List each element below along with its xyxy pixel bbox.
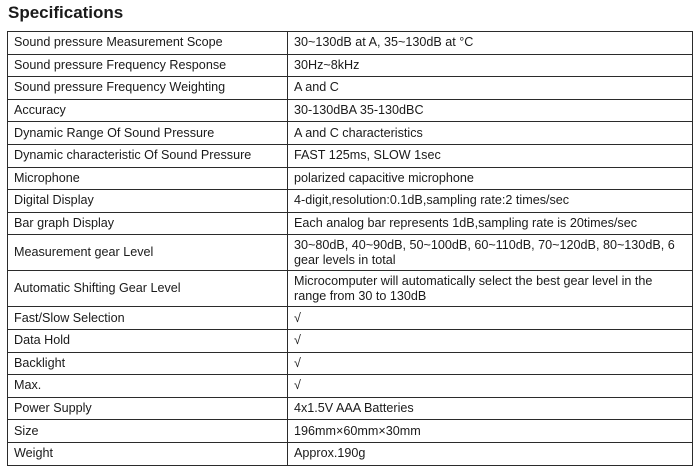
spec-value: FAST 125ms, SLOW 1sec: [288, 144, 693, 167]
page-title: Specifications: [8, 3, 124, 22]
spec-label: Sound pressure Measurement Scope: [8, 32, 288, 55]
table-row: [8, 32, 693, 55]
table-row: [8, 99, 693, 122]
spec-value: √: [288, 329, 693, 352]
spec-label: Digital Display: [8, 190, 288, 213]
spec-label: Power Supply: [8, 397, 288, 420]
spec-value: 30-130dBA 35-130dBC: [288, 99, 693, 122]
spec-label: Bar graph Display: [8, 212, 288, 235]
table-row: [8, 397, 693, 420]
table-row: [8, 212, 693, 235]
spec-label: Automatic Shifting Gear Level: [8, 271, 288, 307]
spec-label: Weight: [8, 442, 288, 465]
table-row: [8, 271, 693, 307]
spec-label: Sound pressure Frequency Weighting: [8, 77, 288, 100]
spec-value: Approx.190g: [288, 442, 693, 465]
spec-label: Backlight: [8, 352, 288, 375]
spec-label: Size: [8, 420, 288, 443]
spec-label: Sound pressure Frequency Response: [8, 54, 288, 77]
table-row: [8, 329, 693, 352]
spec-label: Dynamic characteristic Of Sound Pressure: [8, 144, 288, 167]
spec-value: A and C: [288, 77, 693, 100]
table-row: [8, 144, 693, 167]
specifications-table: [7, 31, 693, 466]
table-row: [8, 167, 693, 190]
spec-value: 30Hz~8kHz: [288, 54, 693, 77]
spec-label: Data Hold: [8, 329, 288, 352]
table-row: [8, 122, 693, 145]
spec-value: Each analog bar represents 1dB,sampling rate is 20times/sec: [288, 212, 693, 235]
table-row: [8, 190, 693, 213]
spec-value: 196mm×60mm×30mm: [288, 420, 693, 443]
table-row: [8, 235, 693, 271]
spec-value: √: [288, 352, 693, 375]
spec-value: 30~80dB, 40~90dB, 50~100dB, 60~110dB, 70~120dB, 80~130dB, 6 gear levels in total: [288, 235, 693, 271]
spec-value: 4-digit,resolution:0.1dB,sampling rate:2 times/sec: [288, 190, 693, 213]
table-row: [8, 375, 693, 398]
table-row: [8, 54, 693, 77]
spec-label: Fast/Slow Selection: [8, 307, 288, 330]
spec-label: Max.: [8, 375, 288, 398]
spec-value: A and C characteristics: [288, 122, 693, 145]
spec-value: 30~130dB at A, 35~130dB at °C: [288, 32, 693, 55]
spec-value: polarized capacitive microphone: [288, 167, 693, 190]
spec-value: Microcomputer will automatically select the best gear level in the range from 30 to 130dB: [288, 271, 693, 307]
table-row: [8, 307, 693, 330]
spec-value: √: [288, 307, 693, 330]
spec-value: 4x1.5V AAA Batteries: [288, 397, 693, 420]
table-row: [8, 352, 693, 375]
spec-value: √: [288, 375, 693, 398]
spec-label: Measurement gear Level: [8, 235, 288, 271]
spec-label: Accuracy: [8, 99, 288, 122]
table-row: [8, 420, 693, 443]
table-row: [8, 77, 693, 100]
spec-label: Dynamic Range Of Sound Pressure: [8, 122, 288, 145]
spec-label: Microphone: [8, 167, 288, 190]
